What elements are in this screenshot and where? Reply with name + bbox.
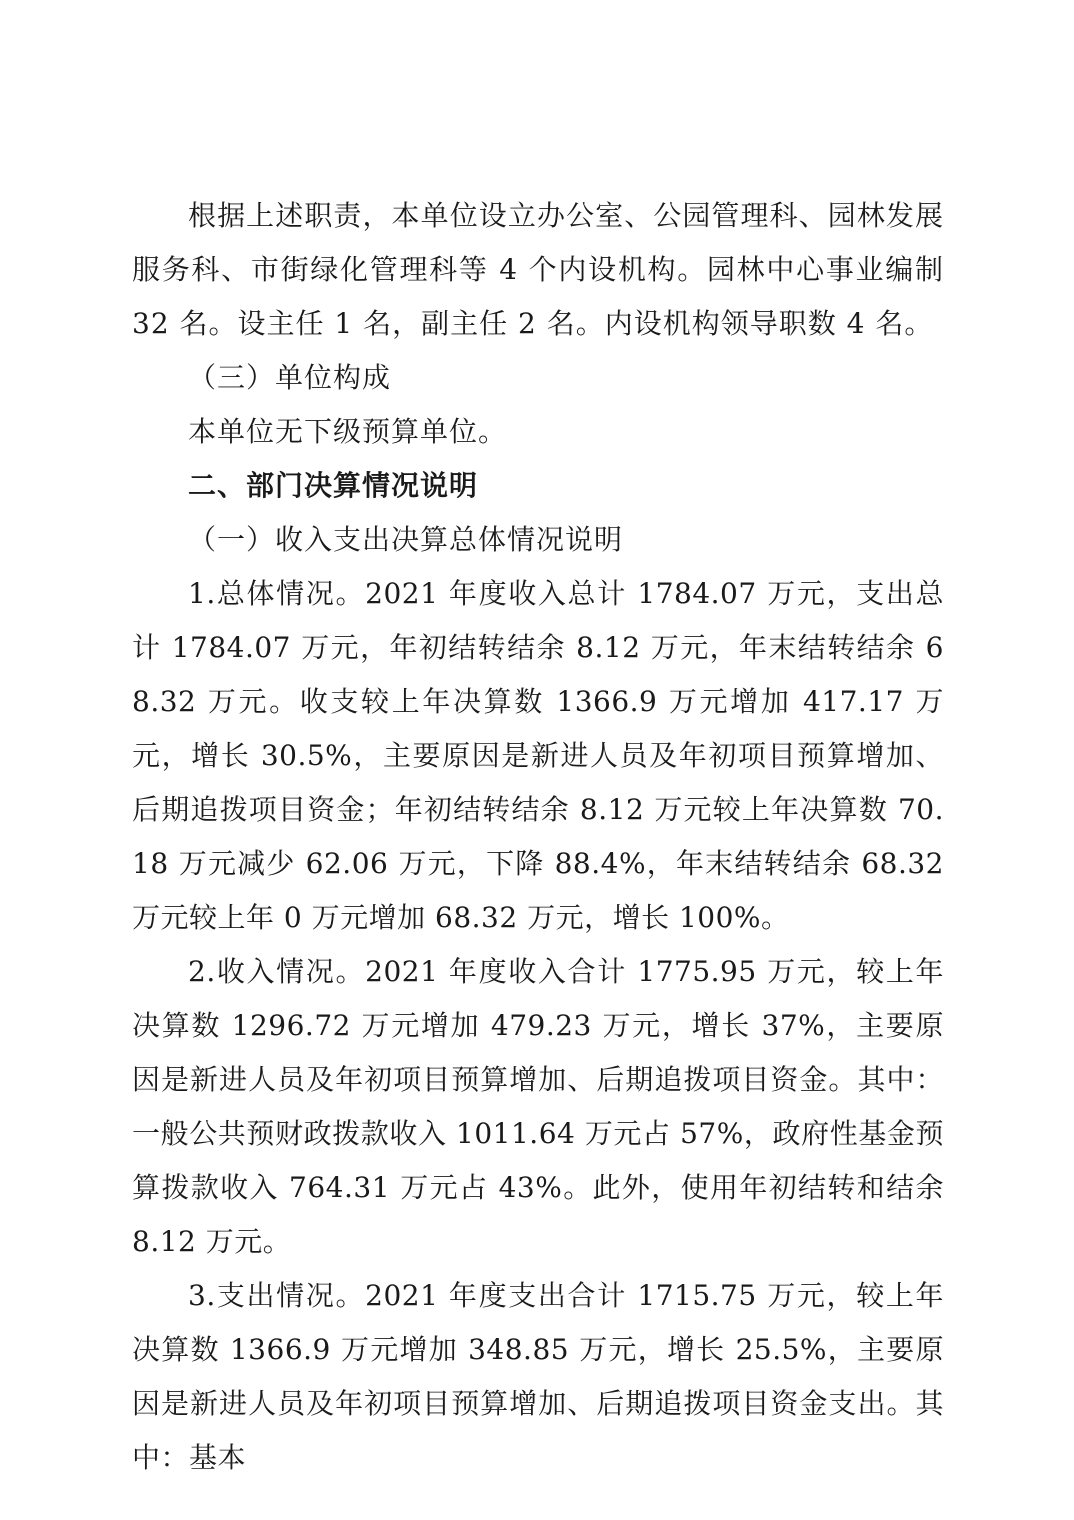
heading-overall-revenue-expenditure: （一）收入支出决算总体情况说明 bbox=[188, 523, 624, 556]
paragraph-no-subordinate-units: 本单位无下级预算单位。 bbox=[188, 415, 508, 448]
paragraph-expenditure-situation: 3.支出情况。2021 年度支出合计 1715.75 万元，较上年决算数 1366.9 万元增加 348.85 万元，增长 25.5%，主要原因是新进人员及年初项目预算增加、后期追拨项目资金支出。其中：基本 bbox=[132, 1279, 944, 1474]
heading-unit-composition: （三）单位构成 bbox=[188, 361, 392, 394]
heading-section-two: 二、部门决算情况说明 bbox=[188, 469, 479, 502]
paragraph-internal-structure: 根据上述职责，本单位设立办公室、公园管理科、园林发展服务科、市街绿化管理科等 4 个内设机构。园林中心事业编制 32 名。设主任 1 名，副主任 2 名。内设机构领导职数 4 名。 bbox=[132, 199, 944, 340]
paragraph-overall-situation: 1.总体情况。2021 年度收入总计 1784.07 万元，支出总计 1784.07 万元，年初结转结余 8.12 万元，年末结转结余 68.32 万元。收支较上年决算数 1366.9 万元增加 417.17 万元，增长 30.5%，主要原因是新进人员及年初项目预算增加、后期追拨项目资金；年初结转结余 8.12 万元较上年决算数 70.18 万元减少 62.06 万元，下降 88.4%，年末结转结余 68.32 万元较上年 0 万元增加 68.32 万元，增长 100%。 bbox=[132, 577, 944, 934]
paragraph-revenue-situation: 2.收入情况。2021 年度收入合计 1775.95 万元，较上年决算数 1296.72 万元增加 479.23 万元，增长 37%，主要原因是新进人员及年初项目预算增加、后期追拨项目资金。其中：一般公共预财政拨款收入 1011.64 万元占 57%，政府性基金预算拨款收入 764.31 万元占 43%。此外，使用年初结转和结余 8.12 万元。 bbox=[132, 955, 944, 1258]
document-page bbox=[132, 189, 944, 1485]
